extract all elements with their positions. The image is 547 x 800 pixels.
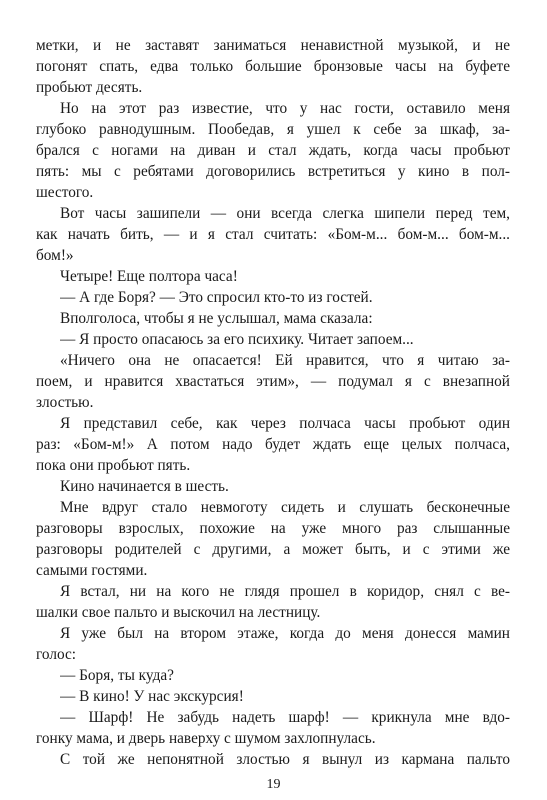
text-line-10: как начать бить, — и я стал считать: «Бом-м... бом-м... бом-м... xyxy=(36,226,510,243)
text-line-18: злостью. xyxy=(36,394,94,411)
text-line-7: пять: мы с ребятами договорились встретиться у кино в пол- xyxy=(36,163,510,180)
text-line-31: — Боря, ты куда? xyxy=(60,667,174,684)
text-line-25: разговоры родителей с другими, а может быть, и с этими же xyxy=(36,541,510,558)
text-line-19: Я представил себе, как через полчаса часы пробьют один xyxy=(60,415,510,432)
page-number: 19 xyxy=(266,777,281,792)
text-line-2: погонят спать, едва только большие бронзовые часы на буфете xyxy=(36,58,510,75)
text-line-24: разговоры взрослых, похожие на уже много раз слышанные xyxy=(36,520,510,537)
text-line-13: — А где Боря? — Это спросил кто-то из гостей. xyxy=(60,289,373,306)
text-line-26: самыми гостями. xyxy=(36,562,148,579)
text-line-33: — Шарф! Не забудь надеть шарф! — крикнула мне вдо- xyxy=(60,709,510,726)
text-line-6: брался с ногами на диван и стал ждать, когда часы пробьют xyxy=(36,142,510,159)
text-line-21: пока они пробьют пять. xyxy=(36,457,191,474)
text-line-15: — Я просто опасаюсь за его психику. Читает запоем... xyxy=(60,331,414,348)
text-line-34: гонку мама, и дверь наверху с шумом захлопнулась. xyxy=(36,730,376,747)
text-line-17: поем, и нравится хвастаться этим», — подумал я с внезапной xyxy=(36,373,510,390)
text-line-16: «Ничего она не опасается! Ей нравится, что я читаю за- xyxy=(60,352,510,369)
text-line-20: раз: «Бом-м!» А потом надо будет ждать еще целых полчаса, xyxy=(36,436,510,453)
text-line-3: пробьют десять. xyxy=(36,79,143,96)
text-line-1: метки, и не заставят заниматься ненавистной музыкой, и не xyxy=(36,37,510,54)
text-line-4: Но на этот раз известие, что у нас гости, оставило меня xyxy=(60,100,510,117)
text-line-22: Кино начинается в шесть. xyxy=(60,478,229,495)
text-line-11: бом!» xyxy=(36,247,74,264)
text-line-23: Мне вдруг стало невмоготу сидеть и слушать бесконечные xyxy=(60,499,510,516)
text-line-14: Вполголоса, чтобы я не услышал, мама сказала: xyxy=(60,310,373,327)
text-line-12: Четыре! Еще полтора часа! xyxy=(60,268,238,285)
text-line-28: шалки свое пальто и выскочил на лестницу. xyxy=(36,604,321,621)
text-line-30: голос: xyxy=(36,646,77,663)
text-line-27: Я встал, ни на кого не глядя прошел в коридор, снял с ве- xyxy=(60,583,510,600)
text-line-32: — В кино! У нас экскурсия! xyxy=(60,688,244,705)
text-line-29: Я уже был на втором этаже, когда до меня донесся мамин xyxy=(60,625,510,642)
text-line-5: глубоко равнодушным. Пообедав, я ушел к себе за шкаф, за- xyxy=(36,121,510,138)
text-line-8: шестого. xyxy=(36,184,94,201)
text-line-35: С той же непонятной злостью я вынул из кармана пальто xyxy=(60,751,510,768)
text-line-9: Вот часы зашипели — они всегда слегка шипели перед тем, xyxy=(60,205,510,222)
